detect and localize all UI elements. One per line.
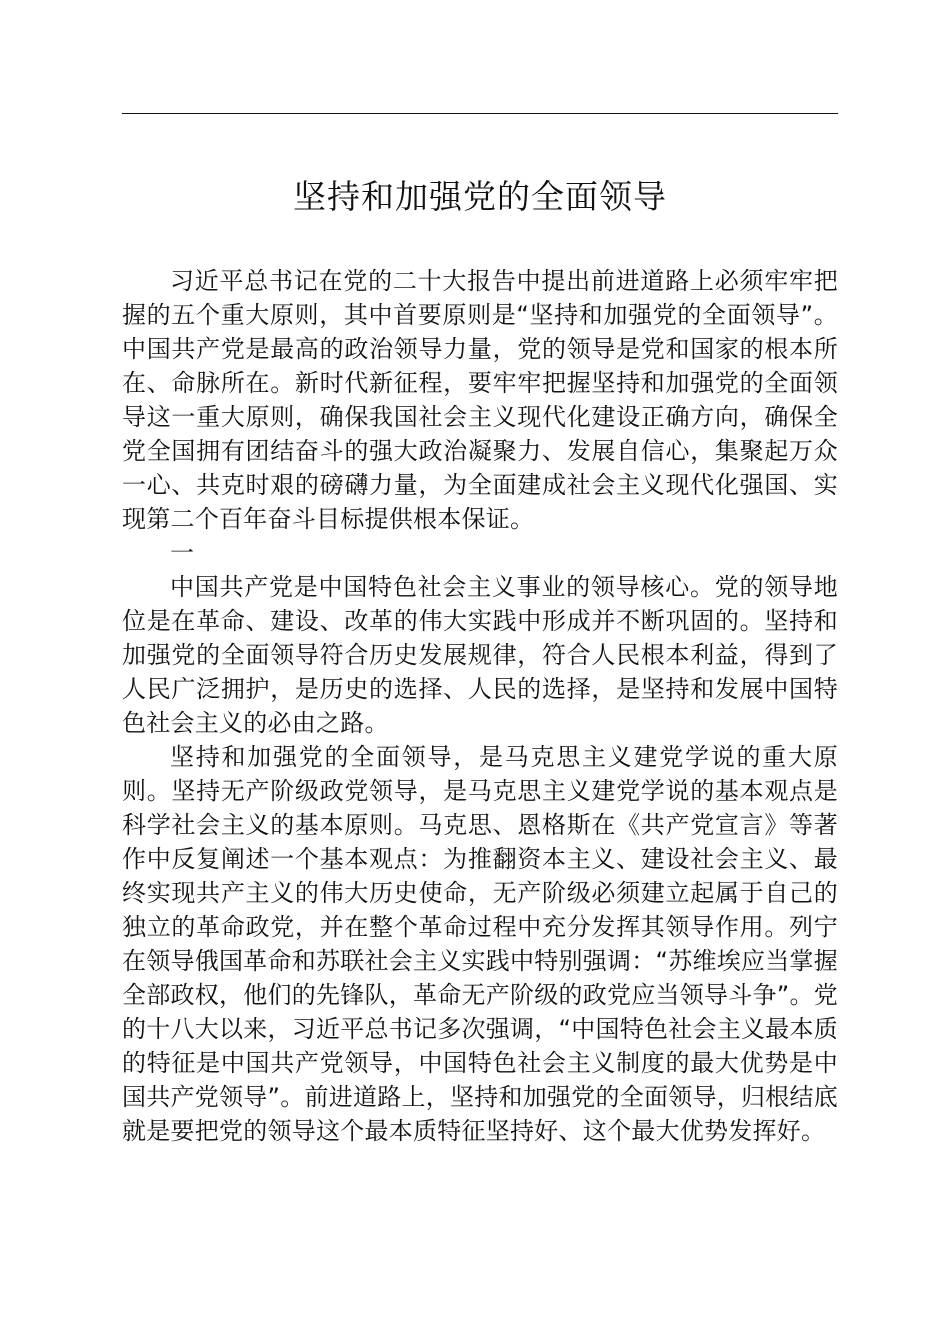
document-title: 坚持和加强党的全面领导 [293, 177, 667, 216]
body-paragraph: 坚持和加强党的全面领导，是马克思主义建党学说的重大原则。坚持无产阶级政党领导，是马克思主义建党学说的基本观点是科学社会主义的基本原则。马克思、恩格斯在《共产党宣言》等著作中反复阐述一个基本观点：为推翻资本主义、建设社会主义、最终实现共产主义的伟大历史使命，无产阶级必须建立起属于自己的独立的革命政党，并在整个革命过程中充分发挥其领导作用。列宁在领导俄国革命和苏联社会主义实践中特别强调：“苏维埃应当掌握全部政权，他们的先锋队，革命无产阶级的政党应当领导斗争”。党的十八大以来，习近平总书记多次强调，“中国特色社会主义最本质的特征是中国共产党领导，中国特色社会主义制度的最大优势是中国共产党领导”。前进道路上，坚持和加强党的全面领导，归根结底就是要把党的领导这个最本质特征坚持好、这个最大优势发挥好。 [122, 743, 838, 1145]
document-body [122, 264, 838, 1148]
header-rule [122, 113, 838, 114]
intro-paragraph: 习近平总书记在党的二十大报告中提出前进道路上必须牢牢把握的五个重大原则，其中首要原则是“坚持和加强党的全面领导”。中国共产党是最高的政治领导力量，党的领导是党和国家的根本所在、命脉所在。新时代新征程，要牢牢把握坚持和加强党的全面领导这一重大原则，确保我国社会主义现代化建设正确方向，确保全党全国拥有团结奋斗的强大政治凝聚力、发展自信心，集聚起万众一心、共克时艰的磅礴力量，为全面建成社会主义现代化强国、实现第二个百年奋斗目标提供根本保证。 [122, 267, 838, 533]
body-paragraph: 中国共产党是中国特色社会主义事业的领导核心。党的领导地位是在革命、建设、改革的伟大实践中形成并不断巩固的。坚持和加强党的全面领导符合历史发展规律，符合人民根本利益，得到了人民广泛拥护，是历史的选择、人民的选择，是坚持和发展中国特色社会主义的必由之路。 [122, 573, 838, 737]
section-number: 一 [170, 539, 195, 567]
